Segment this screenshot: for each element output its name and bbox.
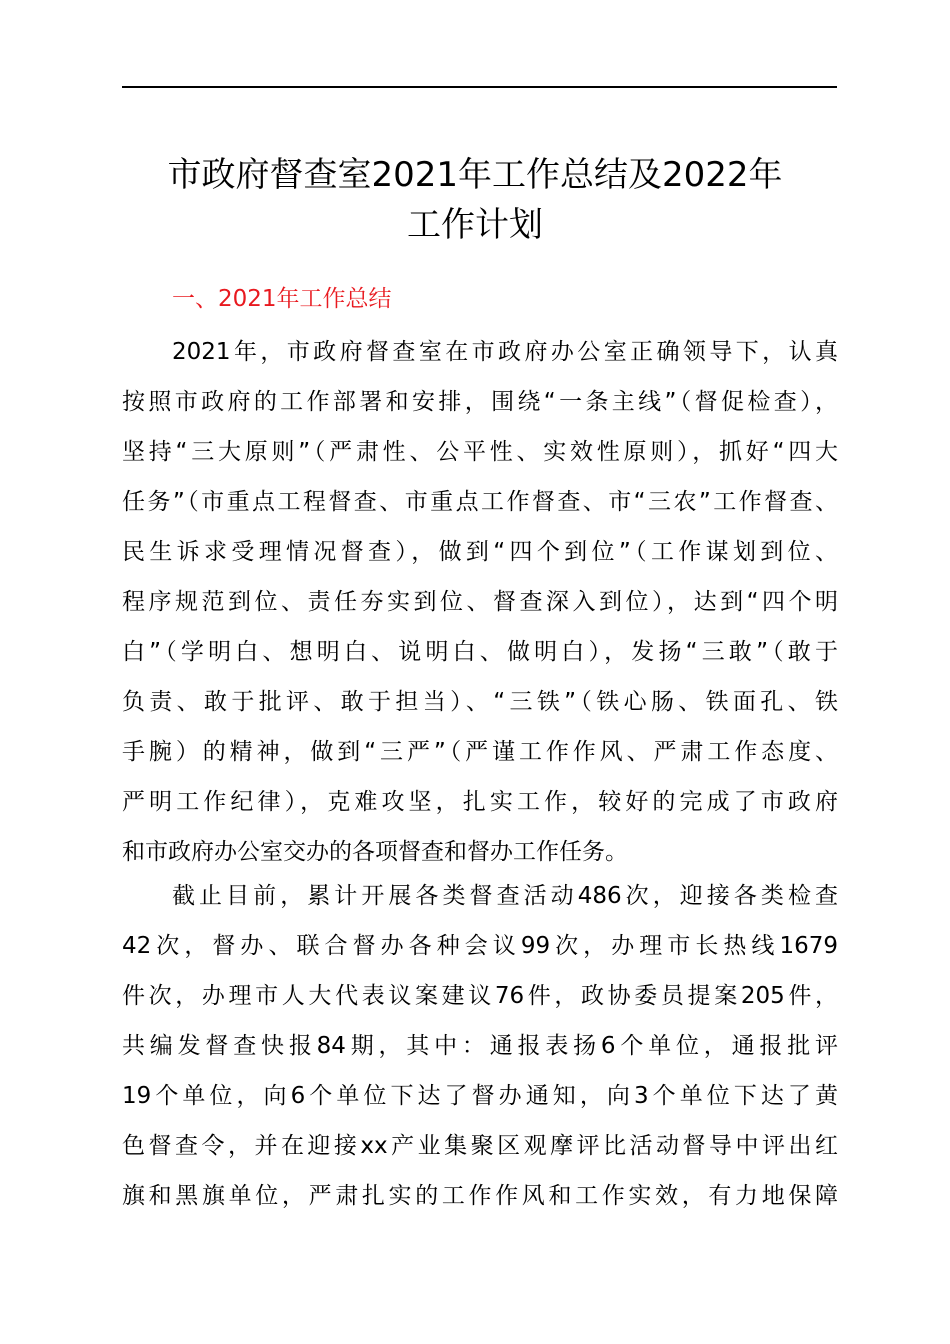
paragraph-line: 色督查令，并在迎接xx产业集聚区观摩评比活动督导中评出红: [122, 1133, 838, 1159]
section-heading: 一、2021年工作总结: [172, 286, 392, 312]
title-line-2: 工作计划: [407, 205, 543, 245]
paragraph-2: [122, 871, 838, 1221]
paragraph-1: [122, 327, 838, 877]
header-rule: [122, 86, 837, 88]
paragraph-line: 任务”（市重点工程督查、市重点工作督查、市“三农”工作督查、: [122, 489, 838, 515]
title-line-1: 市政府督查室2021年工作总结及2022年: [167, 155, 783, 195]
paragraph-line: 民生诉求受理情况督查），做到“四个到位”（工作谋划到位、: [122, 539, 838, 565]
paragraph-line: 白”（学明白、想明白、说明白、做明白），发扬“三敢”（敢于: [122, 639, 838, 665]
paragraph-line: 按照市政府的工作部署和安排，围绕“一条主线”（督促检查），: [122, 389, 838, 415]
paragraph-line: 件次，办理市人大代表议案建议76件，政协委员提案205件，: [122, 983, 838, 1009]
paragraph-line: 和市政府办公室交办的各项督查和督办工作任务。: [122, 839, 628, 865]
paragraph-line: 截止目前，累计开展各类督查活动486次，迎接各类检查: [172, 883, 838, 909]
paragraph-line: 程序规范到位、责任夯实到位、督查深入到位），达到“四个明: [122, 589, 838, 615]
paragraph-line: 负责、敢于批评、敢于担当）、“三铁”（铁心肠、铁面孔、铁: [122, 689, 838, 715]
document-title: [100, 150, 850, 250]
paragraph-line: 严明工作纪律），克难攻坚，扎实工作，较好的完成了市政府: [122, 789, 838, 815]
paragraph-line: 2021年，市政府督查室在市政府办公室正确领导下，认真: [172, 339, 838, 365]
paragraph-line: 手腕）的精神，做到“三严”（严谨工作作风、严肃工作态度、: [122, 739, 838, 765]
paragraph-line: 旗和黑旗单位，严肃扎实的工作作风和工作实效，有力地保障: [122, 1183, 838, 1209]
paragraph-line: 42次，督办、联合督办各种会议99次，办理市长热线1679: [122, 933, 838, 959]
paragraph-line: 坚持“三大原则”（严肃性、公平性、实效性原则），抓好“四大: [122, 439, 838, 465]
paragraph-line: 19个单位，向6个单位下达了督办通知，向3个单位下达了黄: [122, 1083, 838, 1109]
paragraph-line: 共编发督查快报84期，其中：通报表扬6个单位，通报批评: [122, 1033, 838, 1059]
